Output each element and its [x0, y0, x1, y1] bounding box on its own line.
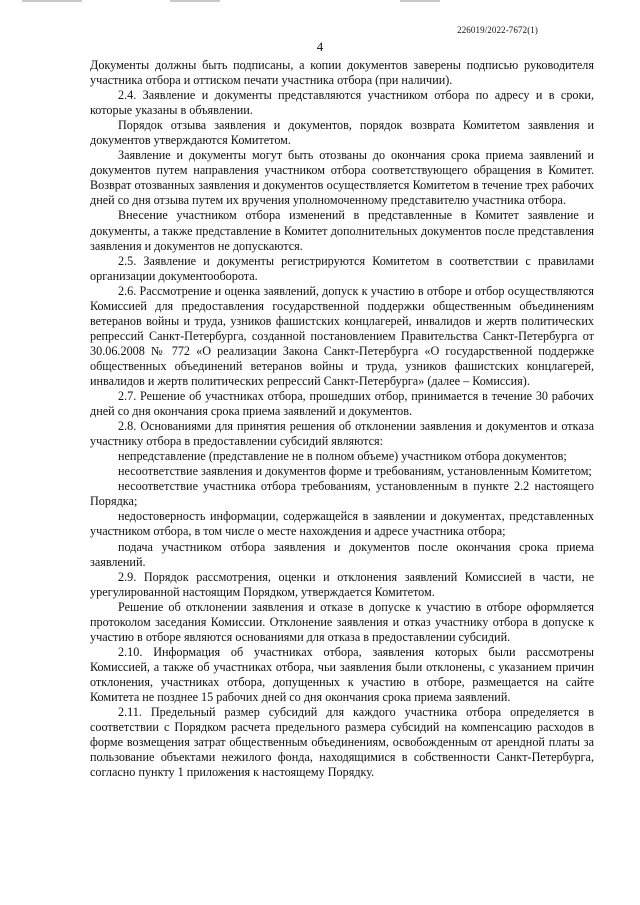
paragraph: 2.11. Предельный размер субсидий для каждого участника отбора определяется в соответствии с Порядком расчета предельного размера субсидий на компенсацию расходов в форме возмещения затрат общественным объединениям, освобожденным от арендной платы за пользование объектами нежилого фонда, находящимися в собственности Санкт-Петербурга, согласно пункту 1 приложения к настоящему Порядку.	[90, 705, 594, 780]
scan-artifact	[400, 0, 440, 2]
paragraph: 2.5. Заявление и документы регистрируются Комитетом в соответствии с правилами организации документооборота.	[90, 253, 594, 283]
paragraph: 2.6. Рассмотрение и оценка заявлений, допуск к участию в отборе и отбор осуществляются Комиссией для предоставления государственной поддержки общественным объединениям ветеранов войны и труда, узников фашистских концлагерей, инвалидов и жертв политических репрессий Санкт-Петербурга, созданной постановлением Правительства Санкт-Петербурга от 30.06.2008 № 772 «О реализации Закона Санкт-Петербурга «О государственной поддержке общественных объединений ветеранов войны и труда, узников фашистских концлагерей, инвалидов и жертв политических репрессий Санкт-Петербурга» (далее – Комиссия).	[90, 283, 594, 388]
paragraph: 2.10. Информация об участниках отбора, заявления которых были рассмотрены Комиссией, а также об участниках отбора, чьи заявления были отклонены, с указанием причин отклонения, участниках отбора, допущенных к участию в отборе, размещается на сайте Комитета не позднее 15 рабочих дней со дня окончания срока приема заявлений.	[90, 644, 594, 704]
paragraph: 2.4. Заявление и документы представляются участником отбора по адресу и в сроки, которые указаны в объявлении.	[90, 88, 594, 118]
paragraph: несоответствие участника отбора требованиям, установленным в пункте 2.2 настоящего Порядка;	[90, 479, 594, 509]
scan-artifact	[22, 0, 82, 2]
paragraph: 2.7. Решение об участниках отбора, прошедших отбор, принимается в течение 30 рабочих дней со дня окончания срока приема заявлений и документов.	[90, 389, 594, 419]
paragraph: 2.8. Основаниями для принятия решения об отклонении заявления и документов и отказа участнику отбора в предоставлении субсидий являются:	[90, 419, 594, 449]
paragraph: Заявление и документы могут быть отозваны до окончания срока приема заявлений и документов путем направления участником отбора соответствующего обращения в Комитет. Возврат отозванных заявления и документов осуществляется Комитетом в течение трех рабочих дней со дня отзыва путем их вручения уполномоченному представителю участника отбора.	[90, 148, 594, 208]
paragraph: Решение об отклонении заявления и отказе в допуске к участию в отборе оформляется протоколом заседания Комиссии. Отклонение заявления и отказ участнику отбора в допуске к участию в отборе являются основаниями для отказа в предоставлении субсидий.	[90, 599, 594, 644]
document-number: 226019/2022-7672(1)	[457, 25, 538, 35]
paragraph: несоответствие заявления и документов форме и требованиям, установленным Комитетом;	[118, 464, 592, 479]
paragraph: непредставление (представление не в полном объеме) участником отбора документов;	[118, 449, 567, 464]
paragraph: подача участником отбора заявления и документов после окончания срока приема заявлений.	[90, 539, 594, 569]
document-body	[90, 58, 594, 780]
paragraph: Внесение участником отбора изменений в представленные в Комитет заявление и документы, а также представление в Комитет дополнительных документов после представления заявления и документов не допускаются.	[90, 208, 594, 253]
paragraph: недостоверность информации, содержащейся в заявлении и документах, представленных участником отбора, в том числе о месте нахождения и адресе участника отбора;	[90, 509, 594, 539]
page-number: 4	[316, 39, 324, 54]
paragraph: Документы должны быть подписаны, а копии документов заверены подписью руководителя участника отбора и оттиском печати участника отбора (при наличии).	[90, 58, 594, 88]
paragraph: Порядок отзыва заявления и документов, порядок возврата Комитетом заявления и документов утверждаются Комитетом.	[90, 118, 594, 148]
paragraph: 2.9. Порядок рассмотрения, оценки и отклонения заявлений Комиссией в части, не урегулированной настоящим Порядком, утверждается Комитетом.	[90, 569, 594, 599]
scan-artifact	[170, 0, 220, 2]
